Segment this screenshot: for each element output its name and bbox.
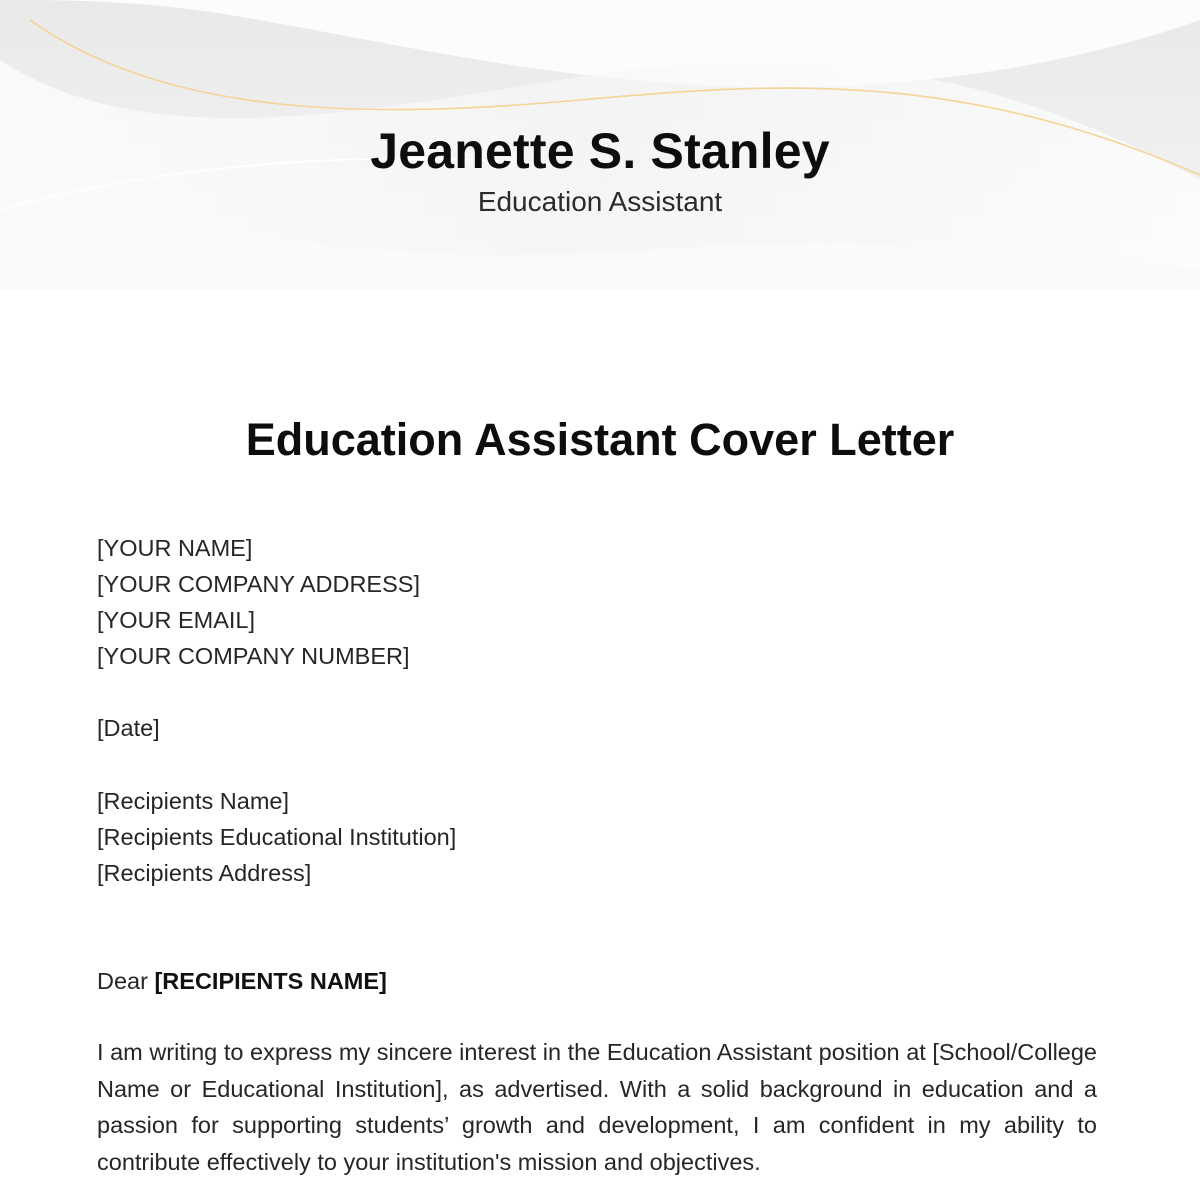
body-paragraph-1: I am writing to express my sincere interest in the Education Assistant position at [School/College Name or Educational Institution], as advertised. With a solid background in education and a passion for supporting students’ growth and development, I am confident in my ability to contribute effectively to your institution's mission and objectives. bbox=[97, 1039, 1097, 1175]
recipient-institution: [Recipients Educational Institution] bbox=[97, 824, 457, 850]
candidate-name: Jeanette S. Stanley bbox=[370, 123, 830, 179]
sender-email: [YOUR EMAIL] bbox=[97, 607, 256, 633]
sender-company-number: [YOUR COMPANY NUMBER] bbox=[97, 643, 410, 669]
sender-name: [YOUR NAME] bbox=[97, 535, 253, 561]
recipient-address: [Recipients Address] bbox=[97, 860, 312, 886]
salutation bbox=[97, 963, 1097, 999]
candidate-role: Education Assistant bbox=[477, 186, 723, 217]
recipient-name: [Recipients Name] bbox=[97, 788, 289, 814]
sender-company-address: [YOUR COMPANY ADDRESS] bbox=[97, 571, 420, 597]
sender-address-block bbox=[97, 530, 1097, 674]
date-text: [Date] bbox=[97, 715, 160, 741]
recipient-address-block bbox=[97, 783, 1097, 891]
header-banner bbox=[0, 0, 1200, 290]
document-title: Education Assistant Cover Letter bbox=[245, 414, 955, 465]
salutation-greeting: Dear bbox=[97, 968, 155, 994]
letter-date bbox=[97, 710, 1097, 746]
salutation-recipient-name: [RECIPIENTS NAME] bbox=[154, 968, 387, 994]
